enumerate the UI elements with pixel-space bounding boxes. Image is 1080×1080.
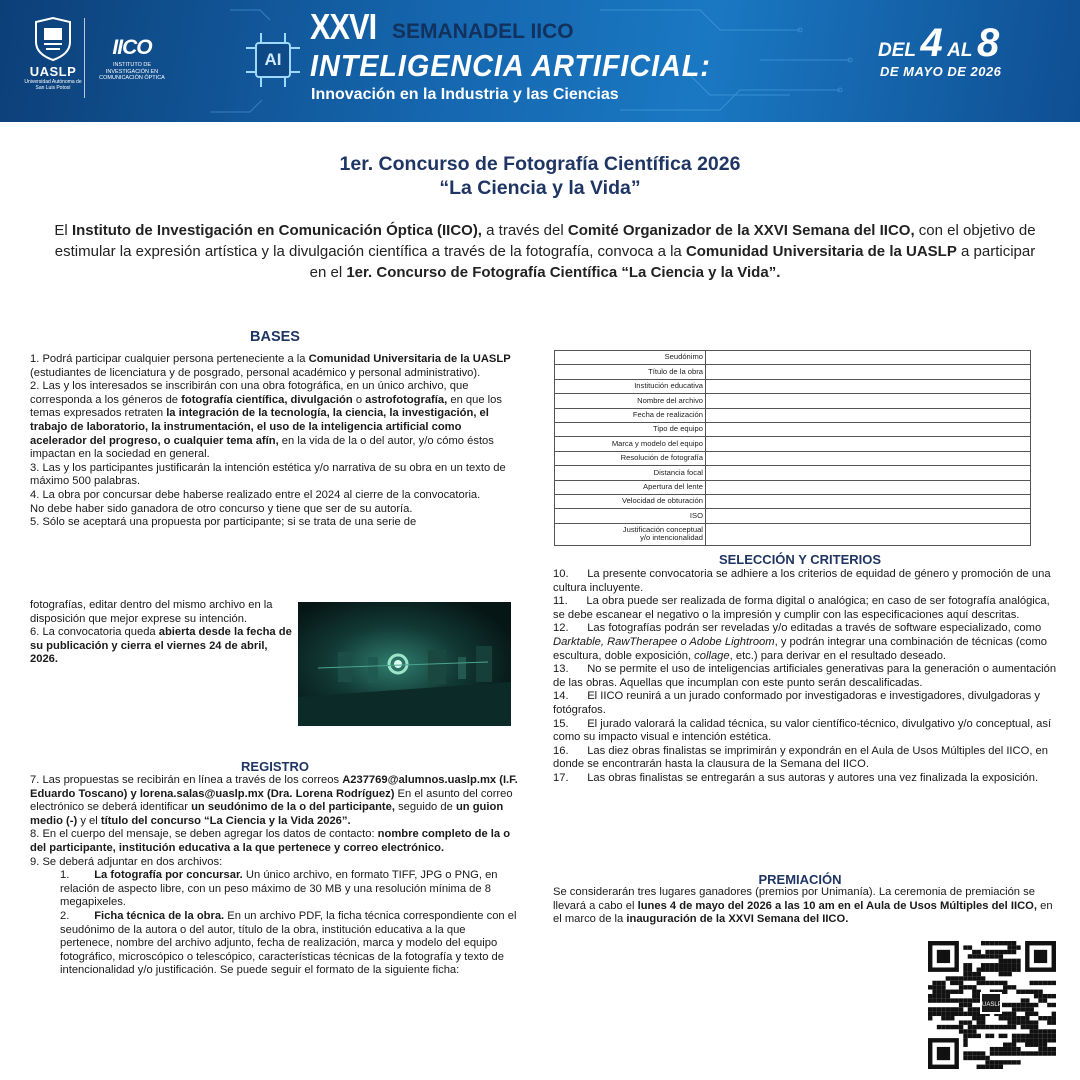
ficha-row xyxy=(555,451,1031,465)
ficha-label: Velocidad de obturación xyxy=(555,494,706,508)
seleccion-heading: SELECCIÓN Y CRITERIOS xyxy=(718,552,882,567)
text: (estudiantes de licenciatura y de posgrado, personal académico y personal administrativo). xyxy=(30,366,481,379)
optics-lab-image xyxy=(298,602,511,726)
ficha-label: ISO xyxy=(555,509,706,523)
seleccion-section xyxy=(553,568,1058,786)
ficha-row xyxy=(555,466,1031,480)
ficha-row xyxy=(555,394,1031,408)
text: Un único archivo, en formato TIFF, JPG o PNG, en relación de aspecto libre, con un peso máximo de 30 MB y una resolución mínima de 8 megapixeles. xyxy=(60,869,498,909)
premiacion-section xyxy=(553,886,1058,927)
qr-center-badge: UASLP xyxy=(980,992,1002,1014)
intro-bold: Instituto de Investigación en Comunicación Óptica (IICO), xyxy=(71,222,482,239)
ficha-label: Tipo de equipo xyxy=(555,422,706,436)
lab-photo xyxy=(298,602,511,726)
text: en el marco de la xyxy=(553,899,1053,926)
seleccion-item-14: 14. El IICO reunirá a un jurado conformado por investigadoras e investigadores, divulgadoras y fotógrafos. xyxy=(553,690,1044,716)
intro-paragraph xyxy=(50,220,1040,283)
ficha-value-cell xyxy=(706,379,1031,393)
ficha-tecnica-table xyxy=(554,350,1031,546)
title-line-2: “La Ciencia y la Vida” xyxy=(439,177,641,199)
text: 12. Las fotografías podrán ser reveladas y/o editadas a través de software especializado, como xyxy=(553,622,1045,635)
text: Justificación conceptual xyxy=(622,524,703,534)
uaslp-subtitle: Universidad Autónoma de San Luis Potosí xyxy=(24,79,82,91)
text-bold: la integración de la tecnología, la ciencia, la investigación, el trabajo de laboratorio, la instrumentación, el uso de la inteligencia artificial como acelerador del progreso, o cualquier tema afín, xyxy=(30,407,489,447)
ficha-label: Distancia focal xyxy=(555,466,706,480)
text: en que los temas expresados retraten xyxy=(30,393,502,420)
text-bold: Ficha técnica de la obra. xyxy=(94,909,225,922)
date-del: DEL xyxy=(878,40,916,61)
text-bold: nombre completo de la o del participante, institución educativa a la que pertenece y correo electrónico. xyxy=(30,828,511,854)
ficha-row xyxy=(555,422,1031,436)
date-from: 4 xyxy=(920,21,943,65)
seleccion-item-13: 13. No se permite el uso de inteligencias artificiales generativas para la generación o aumentación de las obras. Aquellas que incumplan con este punto serán descalificadas. xyxy=(553,663,1060,689)
registro-subitem-1 xyxy=(30,869,520,910)
ficha-value-cell xyxy=(706,437,1031,451)
date-al: AL xyxy=(947,40,973,61)
text: , y podrán integrar una combinación de técnicas (como escultura, doble exposición, xyxy=(553,635,1051,662)
text-italic: Darktable, RawTherapee o Adobe Lightroom xyxy=(553,635,775,648)
text: , etc.) para derivar en el resultado deseado. xyxy=(729,649,947,662)
ficha-value-cell xyxy=(706,394,1031,408)
registro-item-9: 9. Se deberá adjuntar en dos archivos: xyxy=(30,855,223,868)
bases-heading: BASES xyxy=(250,329,300,345)
seleccion-item-16: 16. Las diez obras finalistas se imprimirán y expondrán en el Aula de Usos Múltiples del IICO, en donde se encontrarán hasta la clausura de la Semana del IICO. xyxy=(553,744,1052,771)
text: seguido de xyxy=(394,801,456,814)
text: 2. Las y los interesados se inscribirán con una obra fotográfica, en un único archivo, que corresponda a los géneros de xyxy=(30,380,469,406)
registro-section xyxy=(30,774,520,978)
premiacion-heading: PREMIACIÓN xyxy=(758,872,842,887)
premiacion-text xyxy=(553,886,1058,927)
text: 6. La convocatoria queda xyxy=(30,626,159,639)
text: 1. xyxy=(60,869,70,882)
text-bold: abierta desde la fecha de su publicación y cierra el viernes 24 de abril, 2026. xyxy=(30,626,292,666)
bases-item-1 xyxy=(30,353,520,380)
bases-item-2 xyxy=(30,380,520,462)
text-italic: collage xyxy=(694,649,730,662)
registro-item-8 xyxy=(30,828,520,855)
intro-text: con el objetivo de estimular la expresión artística y la divulgación científica a través de la fotografía, convoca a la xyxy=(54,222,1036,260)
bases-items-5-6 xyxy=(30,599,298,667)
ai-chip-label: AI xyxy=(255,42,291,78)
ficha-label xyxy=(555,523,706,545)
seleccion-item-12 xyxy=(553,622,1058,663)
iico-subtitle: INSTITUTO DE INVESTIGACIÓN EN COMUNICACIÓN ÓPTICA xyxy=(99,62,165,81)
title-line-1: 1er. Concurso de Fotografía Científica 2026 xyxy=(339,153,741,175)
ficha-value-cell xyxy=(706,494,1031,508)
ficha-label: Institución educativa xyxy=(555,379,706,393)
bases-item-6 xyxy=(30,626,298,667)
ficha-label: Apertura del lente xyxy=(555,480,706,494)
ficha-row xyxy=(555,494,1031,508)
bases-section xyxy=(30,353,520,530)
ficha-value-cell xyxy=(706,422,1031,436)
bases-item-4b: No debe haber sido ganadora de otro concurso y tiene que ser de su autoría. xyxy=(30,502,413,515)
date-to: 8 xyxy=(976,21,1000,65)
intro-bold: Comité Organizador de la XXVI Semana del IICO, xyxy=(567,222,915,239)
text: 1. Podrá participar cualquier persona perteneciente a la xyxy=(30,353,309,365)
text-bold: título del concurso “La Ciencia y la Vida 2026”. xyxy=(100,814,351,827)
text: y/o intencionalidad xyxy=(640,533,703,543)
seleccion-item-15: 15. El jurado valorará la calidad técnica, su valor científico-técnico, divulgativo y/o conceptual, así como su impacto visual e intención estética. xyxy=(553,717,1055,744)
logo-divider xyxy=(84,18,85,98)
text: 7. Las propuestas se recibirán en línea a través de los correos xyxy=(30,774,343,786)
ficha-value-cell xyxy=(706,509,1031,523)
ficha-row xyxy=(555,365,1031,379)
text: 8. En el cuerpo del mensaje, se deben agregar los datos de contacto: xyxy=(30,828,378,841)
seleccion-item-17: 17. Las obras finalistas se entregarán a sus autoras y autores una vez finalizada la exposición. xyxy=(553,771,1039,784)
intro-text: El xyxy=(54,222,72,239)
text-bold: A237769@alumnos.uaslp.mx (I.F. Eduardo Toscano) y lorena.salas@uaslp.mx (Dra. Lorena Rodríguez) xyxy=(30,774,518,800)
ficha-label: Nombre del archivo xyxy=(555,394,706,408)
iico-logo xyxy=(92,36,172,82)
ai-chip-icon xyxy=(246,33,300,87)
text: En un archivo PDF, la ficha técnica correspondiente con el seudónimo de la autora o del autor, título de la obra, institución educativa a la que pertenece, nombre del archivo adjunto, fecha de realización, marca y modelo del equipo fotográfico, microscópico o telescópico, características técnicas de la fotografía y texto de intencionalidad y/o justificación. Se puede seguir el formato de la siguiente ficha: xyxy=(60,909,517,977)
ficha-row xyxy=(555,379,1031,393)
ficha-row xyxy=(555,509,1031,523)
text: Se considerarán tres lugares ganadores (premios por Unimanía). La ceremonia de premiación se llevará a cabo el xyxy=(553,886,1035,912)
text-bold: Comunidad Universitaria de la UASLP xyxy=(308,353,511,365)
date-month: DE MAYO DE 2026 xyxy=(880,64,1002,79)
text-bold: inauguración de la XXVI Semana del IICO. xyxy=(626,913,849,926)
ficha-row xyxy=(555,351,1031,365)
event-dates xyxy=(878,21,1000,65)
ficha-row xyxy=(555,523,1031,545)
registro-heading: REGISTRO xyxy=(241,759,309,774)
seleccion-item-11: 11. La obra puede ser realizada de forma digital o analógica; en caso de ser fotografía analógica, se debe escanear el negativo o la impresión y cumplir con las especificaciones aquí descritas. xyxy=(553,595,1053,621)
uaslp-shield-icon xyxy=(32,16,74,62)
uaslp-logo xyxy=(22,16,84,91)
text: y el xyxy=(77,814,101,827)
ficha-row xyxy=(555,408,1031,422)
ficha-value-cell xyxy=(706,451,1031,465)
bases-item-4: 4. La obra por concursar debe haberse realizado entre el 2024 al cierre de la convocatoria. xyxy=(30,488,481,501)
bases-item-5a: 5. Sólo se aceptará una propuesta por participante; si se trata de una serie de xyxy=(30,516,417,529)
ficha-value-cell xyxy=(706,351,1031,365)
ficha-value-cell xyxy=(706,480,1031,494)
intro-text: a participar en el xyxy=(309,243,1036,281)
iico-wordmark: IICO xyxy=(112,36,152,59)
registro-item-7 xyxy=(30,774,520,828)
text-bold: lunes 4 de mayo del 2026 a las 10 am en el Aula de Usos Múltiples del IICO, xyxy=(637,899,1037,912)
bases-item-5b: fotografías, editar dentro del mismo archivo en la disposición que mejor exprese su intención. xyxy=(30,599,273,625)
ficha-value-cell xyxy=(706,408,1031,422)
text: o xyxy=(352,393,366,406)
text: 2. xyxy=(60,909,70,922)
ficha-label: Marca y modelo del equipo xyxy=(555,437,706,451)
text: En el asunto del correo electrónico se deberá identificar xyxy=(30,787,513,814)
text: en la vida de la o del autor, y/o cómo éstos impactan en la sociedad en general. xyxy=(30,434,494,461)
text-bold: un seudónimo de la o del participante, xyxy=(191,801,395,814)
ficha-value-cell xyxy=(706,365,1031,379)
registro-subitem-2 xyxy=(30,910,520,978)
text-bold: un guion medio (-) xyxy=(30,801,504,827)
ficha-value-cell xyxy=(706,523,1031,545)
uaslp-name: UASLP xyxy=(29,64,77,79)
seleccion-item-10: 10. La presente convocatoria se adhiere a los criterios de equidad de género y promoción de una cultura incluyente. xyxy=(553,568,1054,594)
ficha-row xyxy=(555,480,1031,494)
text-bold: astrofotografía, xyxy=(365,393,448,406)
theme-title: INTELIGENCIA ARTIFICIAL: xyxy=(310,48,711,83)
ficha-row xyxy=(555,437,1031,451)
tagline: Innovación en la Industria y las Ciencias xyxy=(311,86,619,103)
page-title xyxy=(0,152,1080,200)
semana-label: SEMANADEL IICO xyxy=(392,20,574,43)
bases-item-3: 3. Las y los participantes justificarán la intención estética y/o narrativa de su obra en un texto de máximo 500 palabras. xyxy=(30,461,506,488)
ficha-label: Título de la obra xyxy=(555,365,706,379)
ficha-value-cell xyxy=(706,466,1031,480)
text-bold: La fotografía por concursar. xyxy=(94,869,243,882)
intro-text: a través del xyxy=(481,222,568,239)
ficha-label: Seudónimo xyxy=(555,351,706,365)
edition-number: XXVI xyxy=(310,6,377,47)
ficha-label: Resolución de fotografía xyxy=(555,451,706,465)
ficha-label: Fecha de realización xyxy=(555,408,706,422)
text-bold: fotografía científica, divulgación xyxy=(181,393,353,406)
intro-bold: Comunidad Universitaria de la UASLP xyxy=(685,243,957,260)
header-banner xyxy=(0,0,1080,122)
intro-bold: 1er. Concurso de Fotografía Científica “La Ciencia y la Vida”. xyxy=(346,264,781,281)
